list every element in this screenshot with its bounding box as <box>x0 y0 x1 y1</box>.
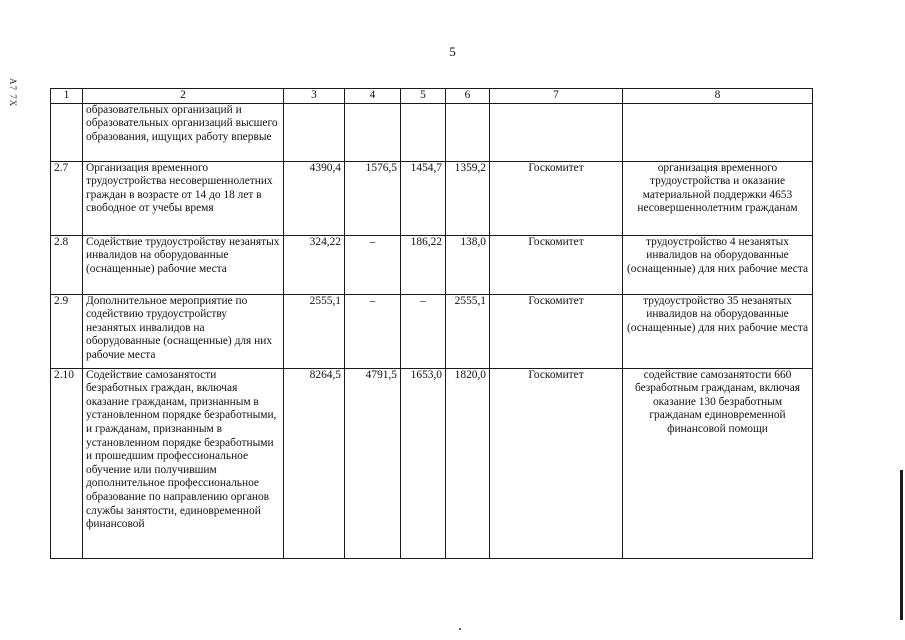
executor: Госкомитет <box>490 368 623 558</box>
executor: Госкомитет <box>490 235 623 294</box>
expected-result <box>623 103 813 161</box>
value-year-3 <box>446 103 490 161</box>
header-row <box>51 89 813 104</box>
table-row <box>51 103 813 161</box>
row-number: 2.7 <box>51 161 83 235</box>
expected-result: трудоустройство 4 незанятых инвалидов на оборудованные (оснащенные) для них рабочие места <box>623 235 813 294</box>
value-year-1: 1576,5 <box>345 161 401 235</box>
executor <box>490 103 623 161</box>
value-total: 8264,5 <box>284 368 345 558</box>
value-year-3: 2555,1 <box>446 294 490 368</box>
value-year-2: – <box>401 294 446 368</box>
value-year-1 <box>345 103 401 161</box>
program-table <box>50 88 813 559</box>
value-total <box>284 103 345 161</box>
row-number: 2.9 <box>51 294 83 368</box>
row-number <box>51 103 83 161</box>
value-year-1: – <box>345 294 401 368</box>
scan-edge-mark <box>900 470 903 620</box>
row-number: 2.8 <box>51 235 83 294</box>
measure-name: Содействие самозанятости безработных граждан, включая оказание гражданам, признанным в установленном порядке безработными, и гражданам, признанным в установленном порядке безработными и прошедшим профессиональное обучение или получившим дополнительное профессиональное образование по направлению органов службы занятости, единовременной финансовой <box>83 368 284 558</box>
value-year-2: 186,22 <box>401 235 446 294</box>
header-col-1: 1 <box>51 89 83 104</box>
value-total: 324,22 <box>284 235 345 294</box>
page-number: 5 <box>449 44 456 59</box>
table-row <box>51 368 813 558</box>
measure-name: образовательных организаций и образовательных организаций высшего образования, ищущих работу впервые <box>83 103 284 161</box>
executor: Госкомитет <box>490 161 623 235</box>
value-year-2 <box>401 103 446 161</box>
value-year-1: – <box>345 235 401 294</box>
expected-result: содействие самозанятости 660 безработным гражданам, включая оказание 130 безработным гражданам единовременной финансовой помощи <box>623 368 813 558</box>
table-row <box>51 235 813 294</box>
value-year-3: 1359,2 <box>446 161 490 235</box>
executor: Госкомитет <box>490 294 623 368</box>
measure-name: Организация временного трудоустройства несовершеннолетних граждан в возрасте от 14 до 18 лет в свободное от учебы время <box>83 161 284 235</box>
margin-stamp: A7 7X <box>8 78 18 108</box>
expected-result: трудоустройство 35 незанятых инвалидов на оборудованные (оснащенные) для них рабочие места <box>623 294 813 368</box>
value-year-1: 4791,5 <box>345 368 401 558</box>
measure-name: Содействие трудоустройству незанятых инвалидов на оборудованные (оснащенные) рабочие места <box>83 235 284 294</box>
table-row <box>51 161 813 235</box>
table-row <box>51 294 813 368</box>
measure-name: Дополнительное мероприятие по содействию трудоустройству незанятых инвалидов на оборудованные (оснащенные) для них рабочие места <box>83 294 284 368</box>
header-col-2: 2 <box>83 89 284 104</box>
header-col-8: 8 <box>623 89 813 104</box>
header-col-4: 4 <box>345 89 401 104</box>
value-year-3: 1820,0 <box>446 368 490 558</box>
header-col-7: 7 <box>490 89 623 104</box>
expected-result: организация временного трудоустройства и оказание материальной поддержки 4653 несовершеннолетним гражданам <box>623 161 813 235</box>
row-number: 2.10 <box>51 368 83 558</box>
header-col-3: 3 <box>284 89 345 104</box>
header-col-6: 6 <box>446 89 490 104</box>
value-year-2: 1653,0 <box>401 368 446 558</box>
header-col-5: 5 <box>401 89 446 104</box>
value-total: 4390,4 <box>284 161 345 235</box>
value-total: 2555,1 <box>284 294 345 368</box>
value-year-2: 1454,7 <box>401 161 446 235</box>
value-year-3: 138,0 <box>446 235 490 294</box>
scan-dot <box>459 628 461 630</box>
